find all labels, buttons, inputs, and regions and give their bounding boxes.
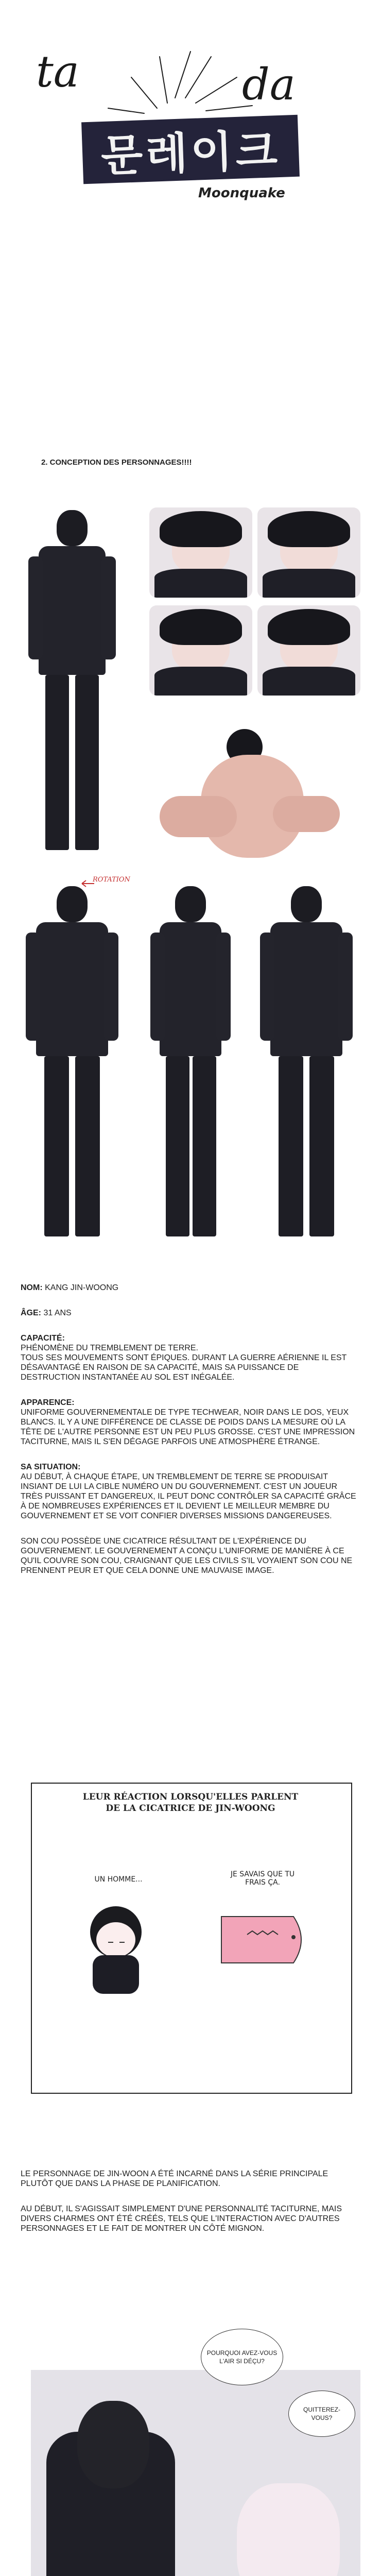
situation-text: AU DÉBUT, À CHAQUE ÉTAPE, UN TREMBLEMENT DE TERRE SE PRODUISAIT INSIANT DE LUI LA CIBLE NUMÉRO UN DU GOUVERNEMENT. C'EST UN JOUEUR TRÈS PUISSANT ET DANGEREUX, IL PEUT DONC CONTRÔLER SA CAPACITÉ GRÂCE À DE NOMBREUSES EXPÉRIENCES ET IL DEVIENT LE MEILLEUR MEMBRE DU GOUVERNEMENT ET SE VOIT CONFIER DIVERSES MISSIONS DANGEREUSES. — [21, 1472, 356, 1520]
comic-title: LEUR RÉACTION LORSQU'ELLES PARLENT DE LA CICATRICE DE JIN-WOONG — [82, 1792, 299, 1814]
age-label: ÂGE: — [21, 1309, 41, 1317]
word-left: ta — [36, 46, 79, 97]
capacity-heading: CAPACITÉ: — [21, 1334, 65, 1343]
speech-bubble-2: QUITTEREZ-VOUS? — [288, 2391, 355, 2437]
name-value: KANG JIN-WOONG — [45, 1283, 119, 1292]
story-text — [21, 2169, 360, 2249]
word-right: da — [242, 59, 296, 110]
section-heading: 2. CONCEPTION DES PERSONNAGES!!!! — [41, 458, 192, 467]
muscular-pose-illustration — [139, 719, 366, 889]
name-label: NOM: — [21, 1283, 43, 1292]
speech-bubble-1: POURQUOI AVEZ-VOUS L'AIR SI DÉÇU? — [201, 2329, 283, 2385]
age-value: 31 ANS — [43, 1309, 72, 1317]
character-rotation-front — [21, 886, 124, 1242]
appearance-text: UNIFORME GOUVERNEMENTALE DE TYPE TECHWEAR, NOIR DANS LE DOS, YEUX BLANCS. IL Y A UNE DIFFÉRENCE DE CLASSE DE POIDS DANS LA MESURE OÙ LA TÊTE DE L'AUTRE PERSONNE EST UN PEU PLUS GROSSE. C'EST UNE IMPRESSION TACITURNE, MAIS IL S'EN DÉGAGE PARFOIS UNE ATMOSPHÈRE ÉTRANGE. — [21, 1408, 355, 1446]
character-rotation-side — [139, 886, 242, 1242]
rotation-annotation: ROTATION — [93, 876, 130, 884]
portrait-front — [257, 507, 360, 598]
pink-shark-drawing — [216, 1906, 314, 1973]
story-para-1: LE PERSONNAGE DE JIN-WOON A ÉTÉ INCARNÉ DANS LA SÉRIE PRINCIPALE PLUTÔT QUE DANS LA PHASE DE PLANIFICATION. — [21, 2170, 328, 2188]
name-line — [21, 1283, 360, 1293]
scar-text: SON COU POSSÈDE UNE CICATRICE RÉSULTANT DE L'EXPÉRIENCE DU GOUVERNEMENT. LE GOUVERNEMENT A CONÇU L'UNIFORME DE MANIÈRE À CE QU'IL COUVRE SON COU, CRAIGNANT QUE LES CIVILS S'IL VOYAIENT SON COU NE PRENNENT PEUR ET QUE CELA DONNE UNE MAUVAISE IMAGE. — [21, 1537, 353, 1575]
character-profile — [21, 1283, 360, 1591]
character-full-body-front — [21, 510, 124, 855]
title-english: Moonquake — [198, 185, 285, 201]
chibi-character-drawing — [77, 1901, 154, 1999]
comic-right-caption: JE SAVAIS QUE TU FRAIS ÇA. — [230, 1870, 295, 1887]
situation-heading: SA SITUATION: — [21, 1463, 81, 1471]
portrait-side — [149, 507, 252, 598]
portrait-smile — [257, 605, 360, 696]
title-logo — [81, 115, 300, 184]
title-korean: 문레이크 — [100, 124, 282, 181]
appearance-heading: APPARENCE: — [21, 1398, 75, 1407]
character-rotation-back — [255, 886, 358, 1242]
capacity-text: PHÉNOMÈNE DU TREMBLEMENT DE TERRE. TOUS SES MOUVEMENTS SONT ÉPIQUES. DURANT LA GUERRE AÉRIENNE IL EST DÉSAVANTAGÉ EN RAISON DE SA CAPACITÉ, MAIS SA PUISSANCE DE DESTRUCTION INSTANTANÉE AU SOL EST INÉGALÉE. — [21, 1344, 347, 1382]
story-para-2: AU DÉBUT, IL S'AGISSAIT SIMPLEMENT D'UNE PERSONNALITÉ TACITURNE, MAIS DIVERS CHARMES ONT ÉTÉ CRÉÉS, TELS QUE L'INTERACTION AVEC D'AUTRES PERSONNAGES ET LE FAIT DE MONTRER UN CÔTÉ MIGNON. — [21, 2205, 342, 2233]
age-line — [21, 1308, 360, 1318]
portrait-down — [149, 605, 252, 696]
comic-left-caption: UN HOMME... — [94, 1875, 143, 1884]
